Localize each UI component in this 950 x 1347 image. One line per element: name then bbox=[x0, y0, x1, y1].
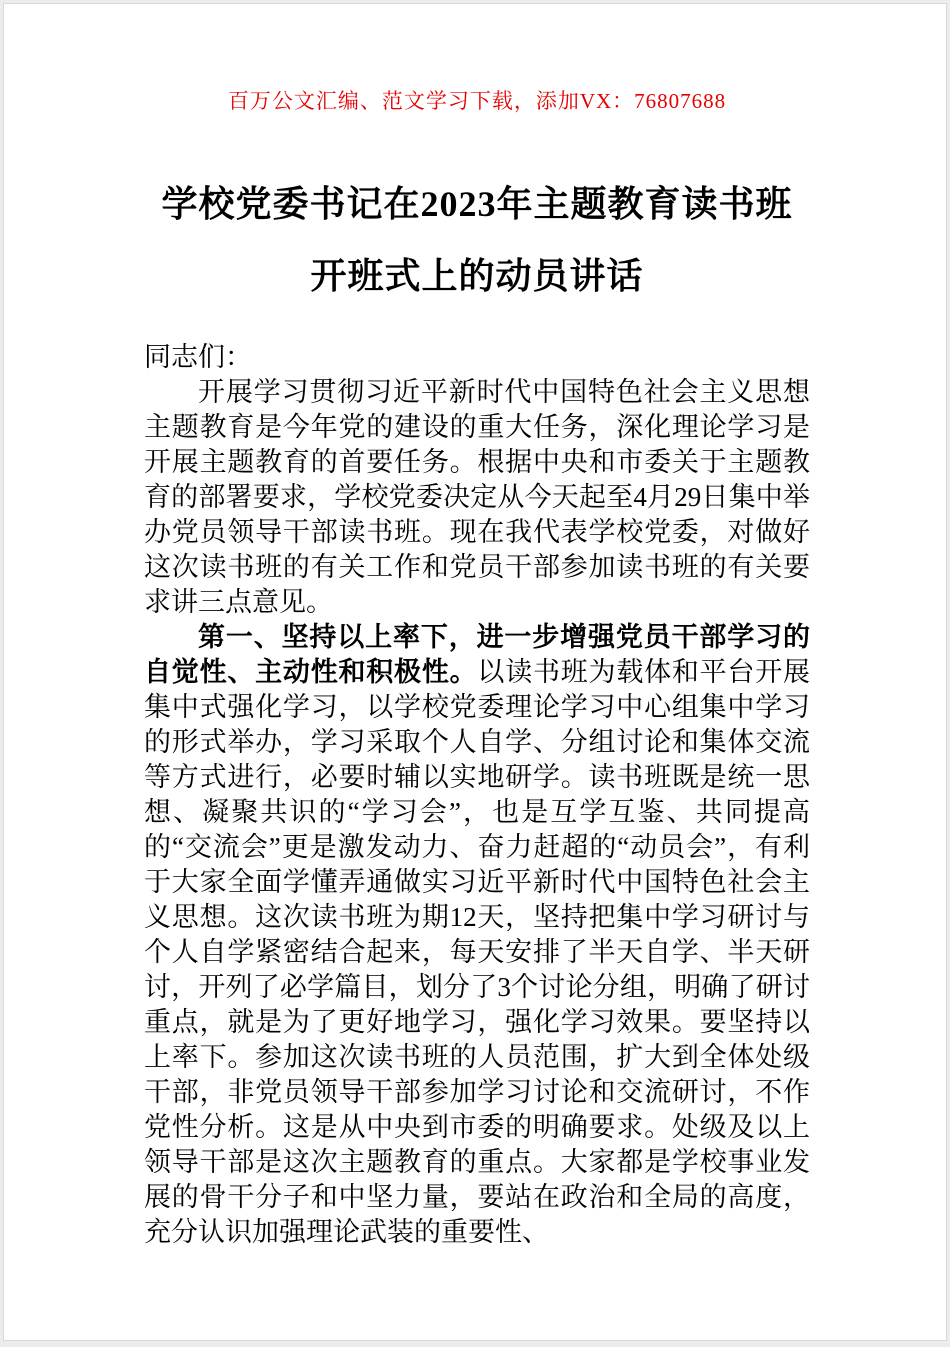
paragraph-point-one-heading: 第一、坚持以上率下，进一步增强党员干部学习的自觉性、主动性和积极性。 bbox=[144, 622, 810, 688]
salutation: 同志们： bbox=[144, 342, 252, 372]
watermark-notice: 百万公文汇编、范文学习下载，添加VX：76807688 bbox=[227, 89, 727, 113]
paragraph-point-one-text: 以读书班为载体和平台开展集中式强化学习，以学校党委理论学习中心组集中学习的形式举办，学习采取个人自学、分组讨论和集体交流等方式进行，必要时辅以实地研学。读书班既是统一思想、凝聚共识的“学习会”，也是互学互鉴、共同提高的“交流会”更是激发动力、奋力赶超的“动员会”，有利于大家全面学懂弄通做实习近平新时代中国特色社会主义思想。这次读书班为期12天，坚持把集中学习研讨与个人自学紧密结合起来，每天安排了半天自学、半天研讨，开列了必学篇目，划分了3个讨论分组，明确了研讨重点，就是为了更好地学习，强化学习效果。要坚持以上率下。参加这次读书班的人员范围，扩大到全体处级干部，非党员领导干部参加学习讨论和交流研讨，不作党性分析。这是从中央到市委的明确要求。处级及以上领导干部是这次主题教育的重点。大家都是学校事业发展的骨干分子和中坚力量，要站在政治和全局的高度，充分认识加强理论武装的重要性、 bbox=[144, 657, 811, 1247]
document-title: 学校党委书记在2023年主题教育读书班开班式上的动员讲话 bbox=[161, 184, 793, 296]
document-body bbox=[144, 340, 810, 1250]
paragraph-intro-text: 开展学习贯彻习近平新时代中国特色社会主义思想主题教育是今年党的建设的重大任务，深化理论学习是开展主题教育的首要任务。根据中央和市委关于主题教育的部署要求，学校党委决定从今天起至4月29日集中举办党员领导干部读书班。现在我代表学校党委，对做好这次读书班的有关工作和党员干部参加读书班的有关要求讲三点意见。 bbox=[144, 377, 810, 617]
paragraph-intro bbox=[144, 375, 810, 620]
paragraph-point-one bbox=[144, 620, 810, 1250]
document-page bbox=[3, 3, 947, 1341]
